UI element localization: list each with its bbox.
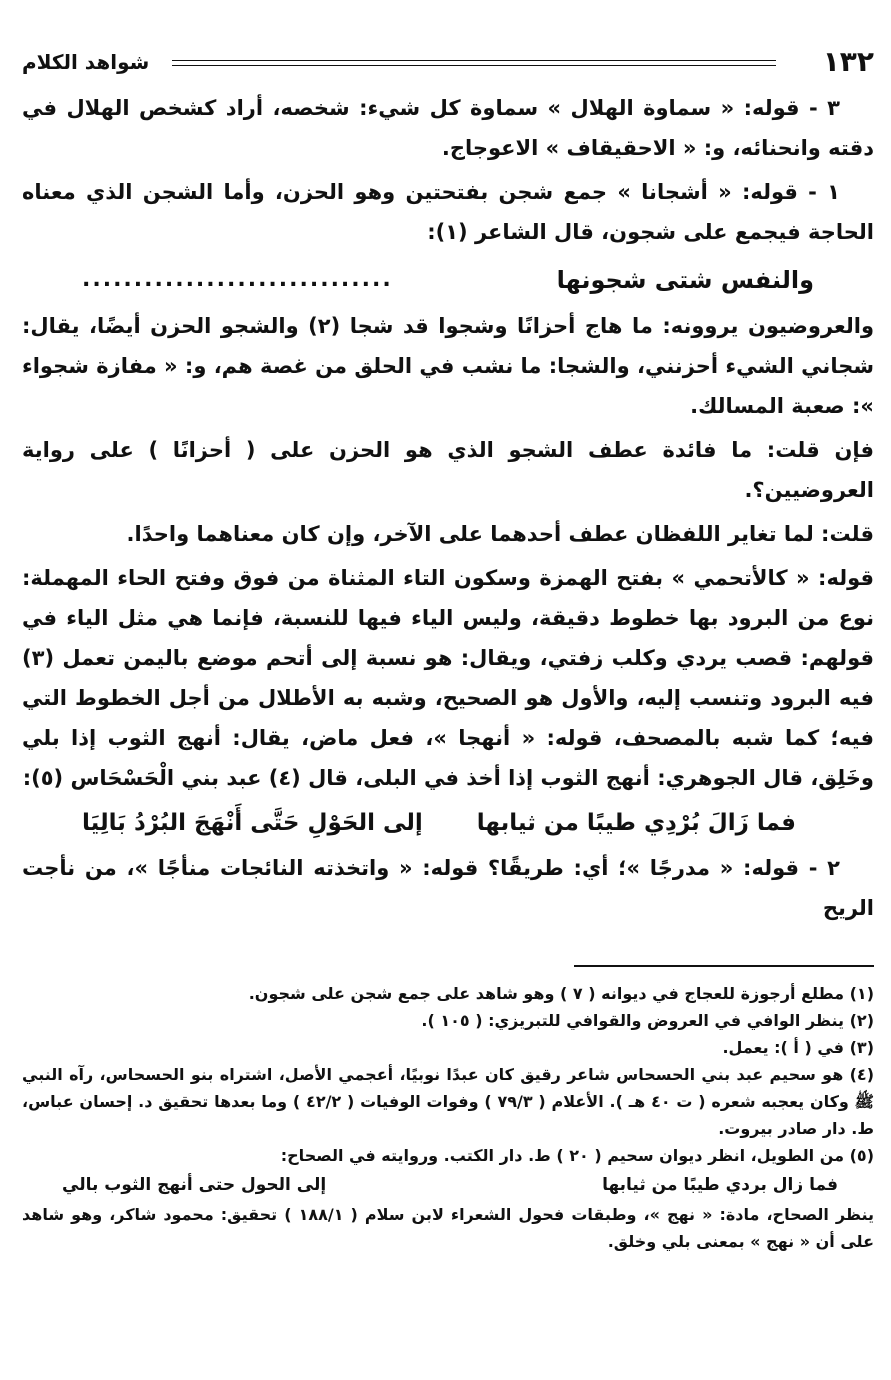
paragraph-6: قوله: « كالأتحمي » بفتح الهمزة وسكون التاء المثناة من فوق وفتح الحاء المهملة: نوع من البرود بها خطوط دقيقة، وليس الياء فيها للنسبة، فإنما هي مثل الياء في قولهم: قصب يردي وكلب زفتي، ويقال: هو نسبة إلى أتحم موضع باليمن تعمل (٣) فيه البرود وتنسب إليه، والأول هو الصحيح، وشبه به الأطلال من أجل الخطوط التي فيه؛ كما شبه بالمصحف، قوله: « أنهجا »، فعل ماض، يقال: أنهج الثوب إذا بلي وخَلِق، قال الجوهري: أنهج الثوب إذا أخذ في البلى، قال (٤) عبد بني الْحَسْحَاس (٥): — [22, 566, 874, 790]
verse-line-1 — [22, 258, 874, 302]
paragraph-5: قلت: لما تغاير اللفظان عطف أحدهما على الآخر، وإن كان معناهما واحدًا. — [126, 522, 874, 546]
paragraph-2: ١ - قوله: « أشجانا » جمع شجن بفتحتين وهو الحزن، وأما الشجن الذي معناه الحاجة فيجمع على شجون، قال الشاعر (١): — [22, 180, 874, 244]
footnote-5: (٥) من الطويل، انظر ديوان سحيم ( ٢٠ ) ط. دار الكتب. وروايته في الصحاح: — [280, 1146, 874, 1165]
verse-dots: .............................. — [82, 267, 393, 292]
footnote-6: ينظر الصحاح، مادة: « نهج »، وطبقات فحول الشعراء لابن سلام ( ١٨٨/١ ) تحقيق: محمود شاكر، وهو شاهد على أن « نهج » بمعنى بلي وخلق. — [22, 1205, 874, 1251]
verse-second-hemistich: إلى الحَوْلِ حَتَّى أَنْهَجَ البُرْدُ بَالِيَا — [82, 810, 423, 836]
footnote-2: (٢) ينظر الوافي في العروض والقوافي للتبريزي: ( ١٠٥ ). — [421, 1011, 874, 1030]
paragraph-7: ٢ - قوله: « مدرجًا »؛ أي: طريقًا؟ قوله: « واتخذته النائجات منأجًا »، من نأجت الريح — [22, 856, 874, 920]
footnotes — [22, 980, 874, 1255]
footnote-3: (٣) في ( أ ): يعمل. — [722, 1038, 874, 1057]
paragraph-3: والعروضيون يروونه: ما هاج أحزانًا وشجوا قد شجا (٢) والشجو الحزن أيضًا، يقال: شجاني الشيء أحزنني، والشجا: ما نشب في الحلق من غصة هم، و: « مفازة شجواء »: صعبة المسالك. — [22, 314, 875, 418]
paragraph-4: فإن قلت: ما فائدة عطف الشجو الذي هو الحزن على ( أحزانًا ) على رواية العروضيين؟. — [22, 438, 874, 502]
main-text — [22, 88, 874, 928]
footnote-verse-second: إلى الحول حتى أنهج الثوب بالي — [62, 1175, 327, 1195]
paragraph-1: ٣ - قوله: « سماوة الهلال » سماوة كل شيء: شخصه، أراد كشخص الهلال في دقته وانحنائه، و: « الاحقيقاف » الاعوجاج. — [22, 96, 874, 160]
footnote-verse-first: فما زال بردي طيبًا من ثيابها — [602, 1175, 838, 1195]
verse-first-hemistich: فما زَالَ بُرْدِي طيبًا من ثيابها — [476, 810, 796, 836]
verse-line-2 — [22, 800, 874, 846]
footnote-4: (٤) هو سحيم عبد بني الحسحاس شاعر رقيق كان عبدًا نوبيًا، أعجمي الأصل، اشتراه بنو الحسحاس، رآه النبي ﷺ وكان يعجبه شعره ( ت ٤٠ هـ ). الأعلام ( ٧٩/٣ ) وفوات الوفيات ( ٤٢/٢ ) وما بعدها تحقيق د. إحسان عباس، ط. دار صادر بيروت. — [22, 1065, 874, 1138]
verse-hemistich: والنفس شتى شجونها — [556, 266, 814, 294]
footnote-verse — [22, 1169, 874, 1201]
running-title: شواهد الكلام — [22, 50, 150, 74]
page-number: ١٣٢ — [822, 45, 874, 78]
running-header — [22, 40, 874, 88]
footnote-separator — [574, 965, 874, 967]
footnote-1: (١) مطلع أرجوزة للعجاج في ديوانه ( ٧ ) وهو شاهد على جمع شجن على شجون. — [248, 984, 874, 1003]
book-page — [22, 40, 874, 1360]
header-rule — [172, 60, 776, 66]
